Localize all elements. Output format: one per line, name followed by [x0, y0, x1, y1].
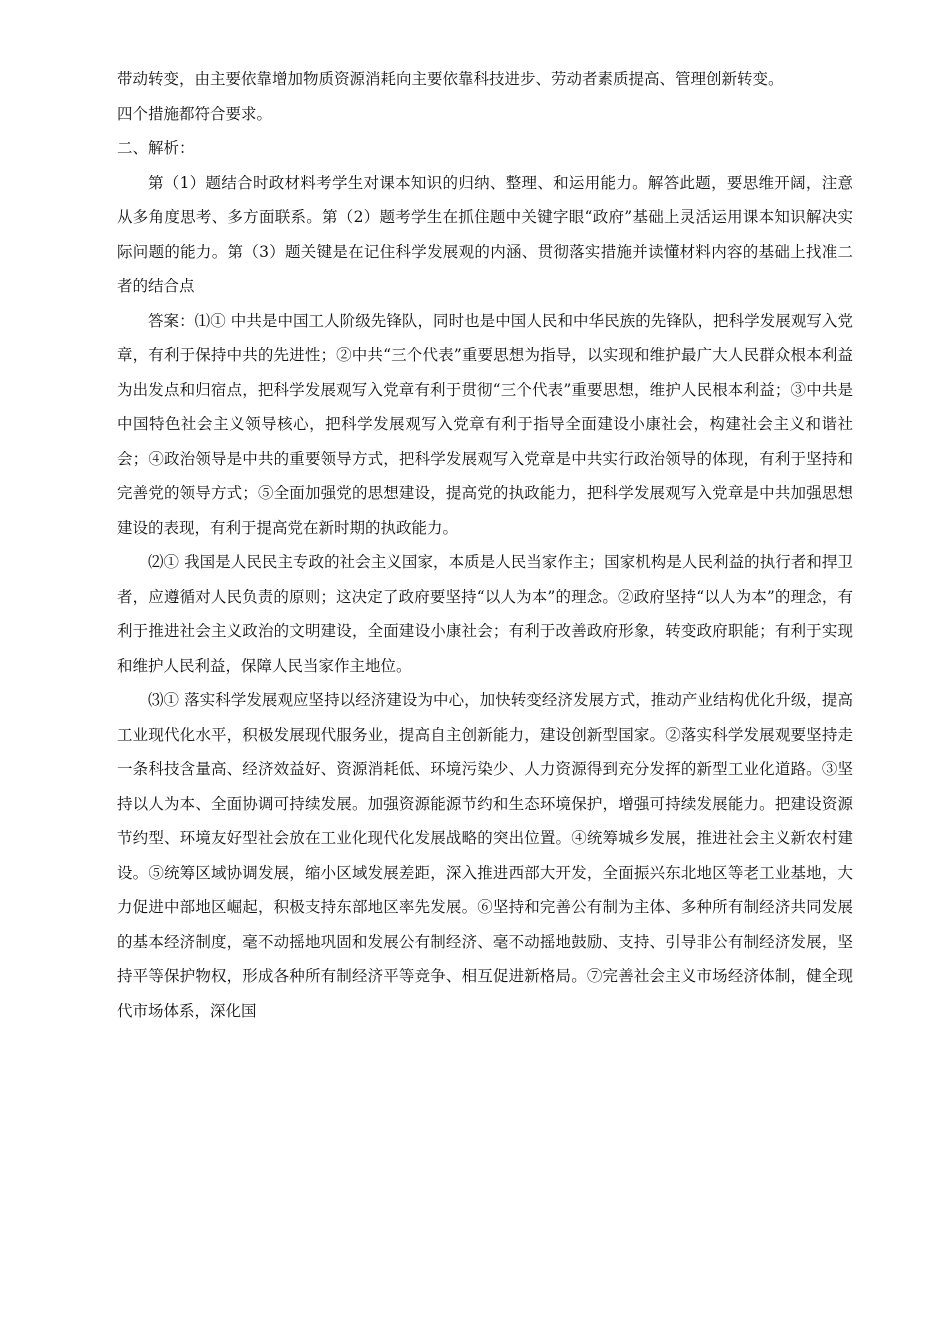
- paragraph-four-measures: 四个措施都符合要求。: [117, 104, 273, 123]
- paragraph-continuation: 带动转变，由主要依靠增加物质资源消耗向主要依靠科技进步、劳动者素质提高、管理创新转变。: [117, 70, 784, 88]
- paragraph-analysis: 第（1）题结合时政材料考学生对课本知识的归纳、整理、和运用能力。解答此题，要思维开阔，注意从多角度思考、多方面联系。第（2）题考学生在抓住题中关键字眼“政府”基础上灵活运用课本知识解决实际问题的能力。第（3）题关键是在记住科学发展观的内涵、贯彻落实措施并读懂材料内容的基础上找准二者的结合点: [117, 173, 853, 295]
- paragraph-answer-1: 答案：⑴① 中共是中国工人阶级先锋队，同时也是中国人民和中华民族的先锋队，把科学发展观写入党章，有利于保持中共的先进性；②中共“三个代表”重要思想为指导，以实现和维护最广大人民群众根本利益为出发点和归宿点，把科学发展观写入党章有利于贯彻“三个代表”重要思想，维护人民根本利益；③中共是中国特色社会主义领导核心，把科学发展观写入党章有利于指导全面建设小康社会，构建社会主义和谐社会；④政治领导是中共的重要领导方式，把科学发展观写入党章是中共实行政治领导的体现，有利于坚持和完善党的领导方式；⑤全面加强党的思想建设，提高党的执政能力，把科学发展观写入党章是中共加强思想建设的表现，有利于提高党在新时期的执政能力。: [117, 311, 853, 537]
- paragraph-answer-2: ⑵① 我国是人民民主专政的社会主义国家，本质是人民当家作主；国家机构是人民利益的执行者和捍卫者，应遵循对人民负责的原则；这决定了政府要坚持“以人为本”的理念。②政府坚持“以人为本”的理念，有利于推进社会主义政治的文明建设，全面建设小康社会；有利于改善政府形象，转变政府职能；有利于实现和维护人民利益，保障人民当家作主地位。: [117, 553, 853, 675]
- section-heading-analysis: 二、解析：: [117, 139, 195, 157]
- document-page: [117, 62, 853, 1028]
- paragraph-answer-3: ⑶① 落实科学发展观应坚持以经济建设为中心，加快转变经济发展方式，推动产业结构优化升级，提高工业现代化水平，积极发展现代服务业，提高自主创新能力，建设创新型国家。②落实科学发展观要坚持走一条科技含量高、经济效益好、资源消耗低、环境污染少、人力资源得到充分发挥的新型工业化道路。③坚持以人为本、全面协调可持续发展。加强资源能源节约和生态环境保护，增强可持续发展能力。把建设资源节约型、环境友好型社会放在工业化现代化发展战略的突出位置。④统筹城乡发展，推进社会主义新农村建设。⑤统筹区域协调发展，缩小区域发展差距，深入推进西部大开发，全面振兴东北地区等老工业基地，大力促进中部地区崛起，积极支持东部地区率先发展。⑥坚持和完善公有制为主体、多种所有制经济共同发展的基本经济制度，毫不动摇地巩固和发展公有制经济、毫不动摇地鼓励、支持、引导非公有制经济发展，坚持平等保护物权，形成各种所有制经济平等竞争、相互促进新格局。⑦完善社会主义市场经济体制，健全现代市场体系，深化国: [117, 691, 853, 1020]
